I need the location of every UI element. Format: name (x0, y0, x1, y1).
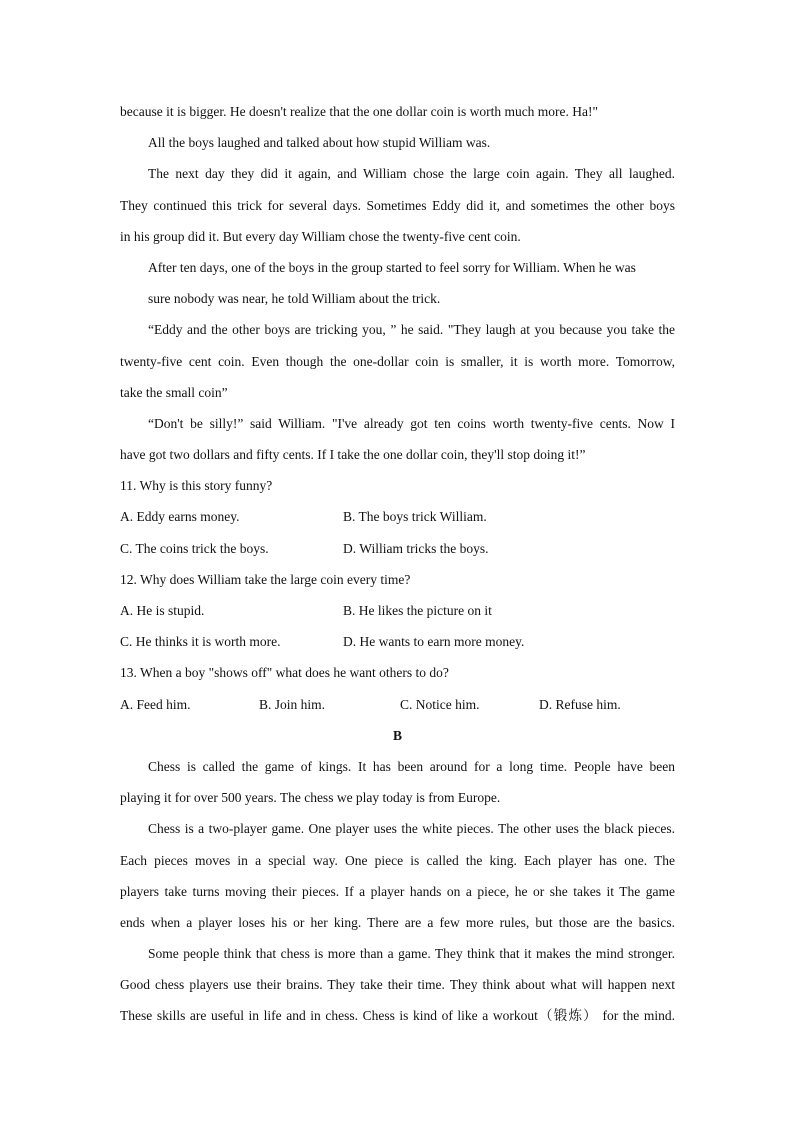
option-b: B. Join him. (259, 696, 326, 712)
option-d: D. Refuse him. (539, 696, 621, 712)
paragraph-line: sure nobody was near, he told William about the trick. (148, 291, 441, 307)
paragraph-line: Each pieces moves in a special way. One piece is called the king. Each player has one. The (120, 852, 675, 868)
option-d: D. He wants to earn more money. (343, 634, 525, 650)
option-row (120, 631, 675, 662)
paragraph-line: ends when a player loses his or her king. There are a few more rules, but those are the basics. (120, 914, 675, 930)
paragraph-line: because it is bigger. He doesn't realize that the one dollar coin is worth much more. Ha!" (120, 104, 599, 119)
option-row (120, 600, 675, 631)
paragraph-line: The next day they did it again, and William chose the large coin again. They all laughed. (148, 166, 675, 182)
question-stem: 13. When a boy "shows off" what does he want others to do? (120, 665, 449, 681)
option-row (120, 694, 675, 725)
paragraph-line: Some people think that chess is more than a game. They think that it makes the mind stronger. (148, 946, 675, 962)
option-a: A. Eddy earns money. (120, 509, 240, 525)
option-c: C. Notice him. (400, 696, 480, 712)
option-d: D. William tricks the boys. (343, 540, 489, 556)
paragraph-line: have got two dollars and fifty cents. If I take the one dollar coin, they'll stop doing it!” (120, 447, 586, 463)
option-b: B. He likes the picture on it (343, 603, 492, 618)
question-stem: 11. Why is this story funny? (120, 478, 273, 494)
paragraph-line: These skills are useful in life and in chess. Chess is kind of like a workout（锻炼） for the mind. (120, 1008, 675, 1024)
option-c: C. The coins trick the boys. (120, 540, 269, 556)
paragraph-line: All the boys laughed and talked about how stupid William was. (148, 135, 491, 151)
paragraph-line: take the small coin” (120, 384, 228, 400)
option-b: B. The boys trick William. (343, 509, 487, 525)
paragraph-line: in his group did it. But every day William chose the twenty-five cent coin. (120, 228, 521, 244)
option-c: C. He thinks it is worth more. (120, 634, 281, 650)
paragraph-line: players take turns moving their pieces. If a player hands on a piece, he or she takes it The game (120, 883, 675, 899)
paragraph-line: playing it for over 500 years. The chess we play today is from Europe. (120, 790, 501, 806)
option-row (120, 506, 675, 537)
paragraph-line: After ten days, one of the boys in the group started to feel sorry for William. When he was (148, 259, 636, 275)
paragraph-line: Good chess players use their brains. They take their time. They think about what will happen next (120, 977, 675, 993)
option-row (120, 538, 675, 569)
paragraph-line: Chess is called the game of kings. It has been around for a long time. People have been (148, 758, 675, 774)
question-stem: 12. Why does William take the large coin every time? (120, 571, 411, 587)
option-a: A. Feed him. (120, 696, 191, 712)
paragraph-line: twenty-five cent coin. Even though the one-dollar coin is smaller, it is worth more. Tomorrow, (120, 353, 675, 369)
document-body (120, 101, 675, 1037)
section-heading: B (392, 727, 402, 743)
option-a: A. He is stupid. (120, 603, 205, 618)
paragraph-line: “Eddy and the other boys are tricking you, ” he said. "They laugh at you because you take the (148, 322, 675, 338)
paragraph-line: They continued this trick for several days. Sometimes Eddy did it, and sometimes the other boys (120, 197, 675, 213)
paragraph-line: Chess is a two-player game. One player uses the white pieces. The other uses the black pieces. (148, 821, 675, 837)
paragraph-line: “Don't be silly!” said William. "I've already got ten coins worth twenty-five cents. Now I (148, 415, 675, 431)
